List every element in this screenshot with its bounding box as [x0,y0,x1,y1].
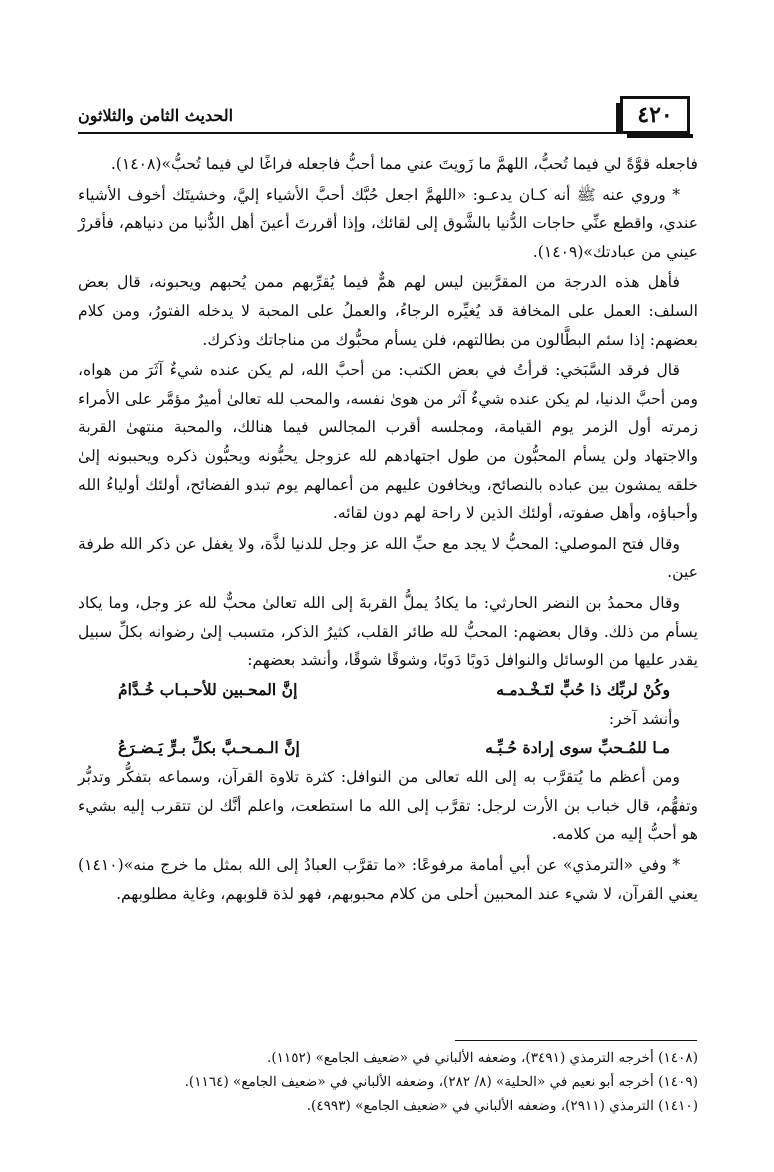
page-header [78,96,698,136]
header-rule [78,132,620,134]
verse-hemistich: مـا للمُـحبِّ سوى إرادة حُـبِّـه [485,738,670,758]
verse-hemistich: وكُنْ لربِّك ذا حُبٍّ لتَـخْـدمـه [496,679,670,699]
paragraph: * وفي «الترمذي» عن أبي أمامة مرفوعًا: «ما تقرَّب العبادُ إلى الله بمثل ما خرج منه»(١٤١٠) يعني القرآن، لا شيء عند المحبين أحلى من كلام محبوبهم، فهو لذة قلوبهم، وغاية مطلوبهم. [78,856,698,903]
paragraph: قال فرقد السَّبَخي: قرأتُ في بعض الكتب: من أحبَّ الله، لم يكن عنده شيءٌ آثَرَ من هواه، ومن أحبَّ الدنيا، لم يكن عنده شيءٌ آثر من هوىٰ نفسه، والمحب لله تعالىٰ أميرٌ مؤمَّر على الأمراء زمرته أول الزمر يوم القيامة، ومجلسه أقرب المجالس فيما هنالك، والمحبة منتهىٰ القربة والاجتهاد ولن يسأم المحبُّون من طول اجتهادهم لله عزوجل يحبُّونه ويحبُّون ذكره ويحببونه إلىٰ خلقه يمشون بين عباده بالنصائح، ويخافون عليهم من أعمالهم يوم تبدو الفضائح، أولئك أولياءُ الله وأحباؤه، وأهل صفوته، أولئك الذين لا راحة لهم دون لقائه. [78,361,698,523]
verse-hemistich: إنَّ المحـبين للأحـبـاب خُـدَّامُ [118,679,298,699]
paragraph: ومن أعظم ما يُتقرَّب به إلى الله تعالى من النوافل: كثرة تلاوة القرآن، وسماعه بتفكُّر وتدبُّر وتفهُّم، قال خباب بن الأرت لرجل: تقرَّب إلى الله ما استطعت، واعلم أنَّك لن تتقرب إليه بشيء هو أحبُّ إليه من كلامه. [78,768,698,844]
paragraph: فأهل هذه الدرجة من المقرَّبين ليس لهم همٌّ فيما يُقرِّبهم ممن يُحبهم ويحبونه، قال بعض السلف: العمل على المخافة قد يُغيِّره الرجاءُ، والعملُ على المحبة لا يدخله الفتورُ، ومن كلام بعضهم: إذا سئم البطَّالون من بطالتهم، فلن يسأم محبُّوك من مناجاتك وذكرك. [78,273,698,349]
running-title: الحديث الثامن والثلاثون [78,106,234,125]
footnote: (١٤٠٨) أخرجه الترمذي (٣٤٩١)، وضعفه الألباني في «ضعيف الجامع» (١١٥٢). [267,1050,698,1066]
footnote: (١٤٠٩) أخرجه أبو نعيم في «الحلية» (٨/ ٢٨٢)، وضعفه الألباني في «ضعيف الجامع» (١١٦٤). [184,1074,698,1090]
paragraph: وقال محمدُ بن النضر الحارثي: ما يكادُ يملُّ القربةَ إلى الله تعالىٰ محبٌّ لله عز وجل، وما يكاد يسأم من ذلك. وقال بعضهم: المحبُّ لله طائر القلب، كثيرُ الذكر، متسبب إلىٰ رضوانه بكلِّ سبيل يقدر عليها من الوسائل والنوافل دَوبًا دَوبًا، وشوقًا شوقًا، وأنشد بعضهم: [78,593,698,670]
poem-verse [78,733,698,763]
main-text [78,150,698,908]
verse-hemistich: إنَّ الـمـحـبَّ بكلِّ بـرٍّ يَـضـرَعُ [118,738,300,758]
page-number: ٤٢٠ [620,96,690,134]
poem-verse [78,675,698,705]
footnote: (١٤١٠) الترمذي (٢٩١١)، وضعفه الألباني في «ضعيف الجامع» (٤٩٩٣). [306,1098,698,1114]
paragraph: * وروي عنه ﷺ أنه كـان يدعـو: «اللهمَّ اجعل حُبَّك أحبَّ الأشياء إليَّ، وخشيتَك أخوف الأشياء عندي، واقطع عنِّي حاجات الدُّنيا بالشَّوق إلى لقائك، وإذا أقررتَ أعينَ أهل الدُّنيا من دنياهم، فأقررْ عيني من عبادتك»(١٤٠٩). [78,185,698,261]
footnote-rule [455,1040,697,1041]
paragraph: وقال فتح الموصلي: المحبُّ لا يجد مع حبِّ الله عز وجل للدنيا لذَّة، ولا يغفل عن ذكر الله طرفة عين. [78,534,698,582]
paragraph: فاجعله قوَّةً لي فيما تُحبُّ، اللهمَّ ما زَويتَ عني مما أحبُّ فاجعله فراغًا لي فيما تُحبُّ»(١٤٠٨). [110,155,698,173]
verse-intro: وأنشد آخر: [608,709,680,728]
footnotes [78,1046,698,1118]
